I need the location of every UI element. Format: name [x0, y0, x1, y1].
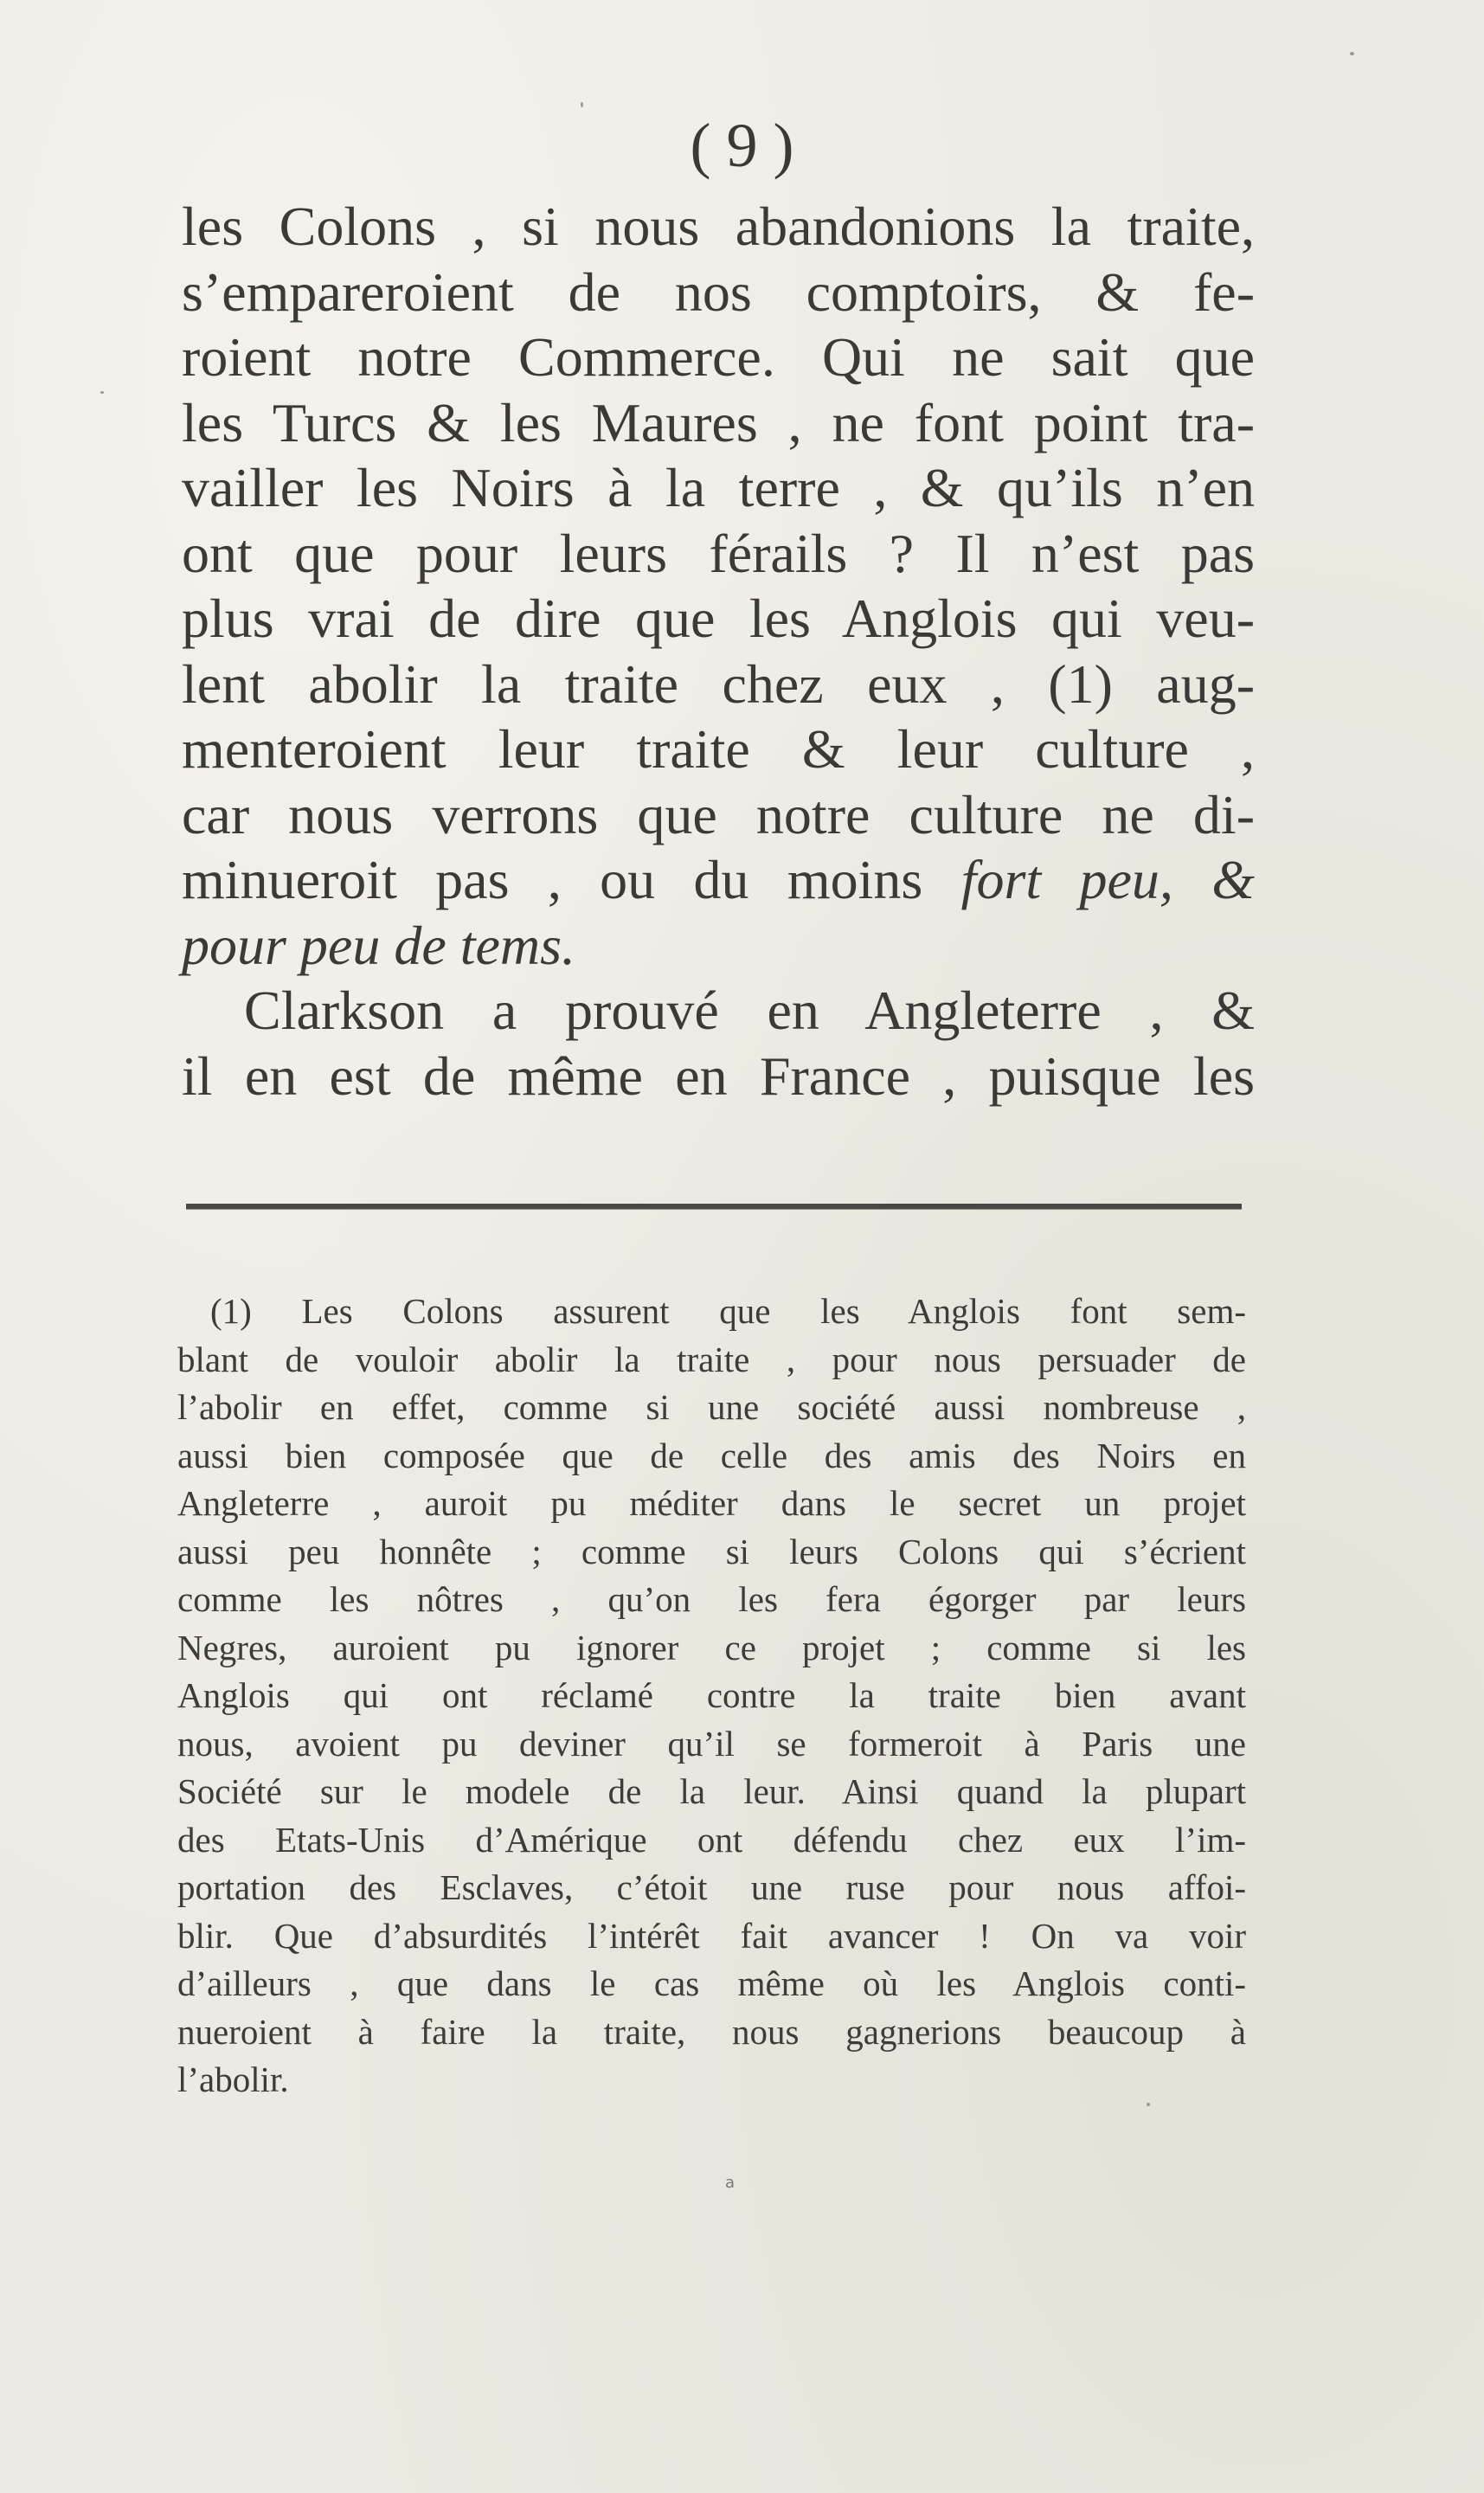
text-line: car nous verrons que notre culture ne di- — [182, 783, 1255, 845]
footnote-line: des Etats-Unis d’Amérique ont défendu chez eux l’im- — [177, 1819, 1246, 1860]
paragraph-start: Clarkson a prouvé en Angleterre , & — [244, 980, 1255, 1041]
footnote-line: (1) Les Colons assurent que les Anglois font sem- — [210, 1291, 1246, 1331]
text-line-italic: pour peu de tems. — [182, 914, 576, 976]
footnote-line: Angleterre , auroit pu méditer dans le secret un projet — [177, 1483, 1246, 1523]
text-line: vailler les Noirs à la terre , & qu’ils n’en — [182, 457, 1255, 518]
signature-mark: a — [725, 2174, 736, 2192]
footnote-line: aussi peu honnête ; comme si leurs Colons qui s’écrient — [177, 1531, 1246, 1571]
paper-speck — [100, 391, 104, 394]
footnote-line: Anglois qui ont réclamé contre la traite bien avant — [177, 1675, 1246, 1715]
page-number: ( 9 ) — [690, 111, 794, 180]
footnote — [177, 1288, 1246, 2104]
main-text — [182, 194, 1255, 1108]
footnote-separator-rule — [186, 1204, 1242, 1210]
footnote-line: Société sur le modele de la leur. Ainsi quand la plupart — [177, 1771, 1246, 1811]
text-line: les Colons , si nous abandonions la traite, — [182, 196, 1255, 257]
footnote-line: Negres, auroient pu ignorer ce projet ; comme si les — [177, 1627, 1246, 1667]
paper-speck — [581, 102, 583, 107]
text-line: ont que pour leurs férails ? Il n’est pas — [182, 522, 1255, 584]
footnote-line: comme les nôtres , qu’on les fera égorger par leurs — [177, 1579, 1246, 1619]
text-line: plus vrai de dire que les Anglois qui veu- — [182, 588, 1255, 649]
paper-speck — [1350, 52, 1354, 55]
footnote-line: nueroient à faire la traite, nous gagnerions beaucoup à — [177, 2011, 1246, 2052]
text-line: roient notre Commerce. Qui ne sait que — [182, 326, 1255, 388]
text-line: les Turcs & les Maures , ne font point tra- — [182, 391, 1255, 453]
text-line: menteroient leur traite & leur culture , — [182, 718, 1255, 780]
footnote-line: blant de vouloir abolir la traite , pour nous persuader de — [177, 1339, 1246, 1379]
text-line — [182, 847, 1255, 913]
footnote-line: portation des Esclaves, c’étoit une ruse pour nous affoi- — [177, 1867, 1246, 1907]
footnote-line: l’abolir en effet, comme si une société aussi nombreuse , — [177, 1387, 1246, 1427]
footnote-line: d’ailleurs , que dans le cas même où les Anglois conti- — [177, 1963, 1246, 2003]
italic-emphasis: fort peu, & — [960, 849, 1256, 910]
footnote-line: aussi bien composée que de celle des amis des Noirs en — [177, 1435, 1246, 1475]
text-line: il en est de même en France , puisque les — [182, 1044, 1255, 1107]
footnote-line: l’abolir. — [177, 2059, 289, 2099]
footnote-line: blir. Que d’absurdités l’intérêt fait avancer ! On va voir — [177, 1915, 1246, 1956]
text-segment: minueroit pas , ou du moins — [182, 849, 961, 910]
footnote-line: nous, avoient pu deviner qu’il se formeroit à Paris une — [177, 1723, 1246, 1764]
text-line: s’empareroient de nos comptoirs, & fe- — [182, 260, 1255, 323]
text-line: lent abolir la traite chez eux , (1) aug- — [182, 652, 1255, 715]
